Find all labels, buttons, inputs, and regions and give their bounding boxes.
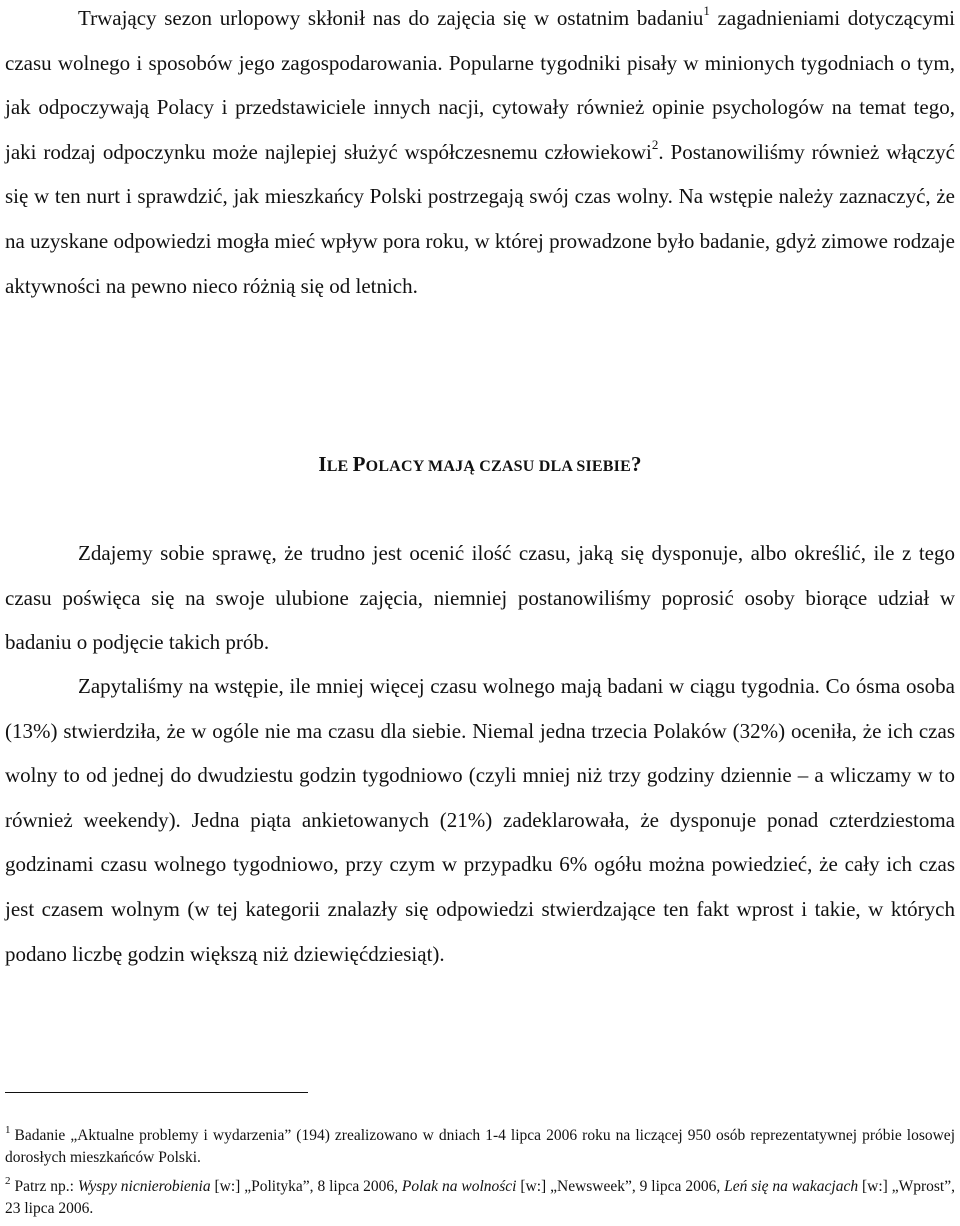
intro-paragraph bbox=[5, 0, 955, 308]
footnote-1 bbox=[5, 1125, 955, 1169]
footnote-1-number: 1 bbox=[5, 1123, 11, 1136]
body-paragraph-1: Zdajemy sobie sprawę, że trudno jest ocenić ilość czasu, jaką się dysponuje, albo określić, ile z tego czasu poświęca się na swoje ulubione zajęcia, niemniej postanowiliśmy poprosić osoby biorące udział w badaniu o podjęcie takich prób. bbox=[5, 541, 955, 655]
intro-text-3: . Postanowiliśmy również włączyć się w ten nurt i sprawdzić, jak mieszkańcy Polski postrzegają swój czas wolny. Na wstępie należy zaznaczyć, że na uzyskane odpowiedzi mogła mieć wpływ pora roku, w której prowadzone było badanie, gdyż zimowe rodzaje aktywności na pewno nieco różnią się od letnich. bbox=[5, 139, 955, 298]
footnote-1-text: Badanie „Aktualne problemy i wydarzenia” (194) zrealizowano w dniach 1-4 lipca 2006 roku na liczącej 950 osób reprezentatywnej próbie losowej dorosłych mieszkańców Polski. bbox=[5, 1127, 955, 1166]
footnote-separator bbox=[5, 1092, 308, 1093]
footnote-2-number: 2 bbox=[5, 1174, 11, 1187]
body-paragraph-2: Zapytaliśmy na wstępie, ile mniej więcej czasu wolnego mają badani w ciągu tygodnia. Co ósma osoba (13%) stwierdziła, że w ogóle nie ma czasu dla siebie. Niemal jedna trzecia Polaków (32%) oceniła, że ich czas wolny to od jednej do dwudziestu godzin tygodniowo (czyli mniej niż trzy godziny dziennie – a wliczamy w to również weekendy). Jedna piąta ankietowanych (21%) zadeklarowała, że dysponuje ponad czterdziestoma godzinami czasu wolnego tygodniowo, przy czym w przypadku 6% ogółu można powiedzieć, że cały ich czas jest czasem wolnym (w tej kategorii znalazły się odpowiedzi stwierdzające ten fakt wprost i takie, w których podano liczbę godzin większą niż dziewięćdziesiąt). bbox=[5, 674, 955, 966]
footnote-2-title-3: Leń się na wakacjach bbox=[724, 1178, 859, 1195]
intro-text-2: zagadnieniami dotyczącymi czasu wolnego i sposobów jego zagospodarowania. Popularne tygodniki pisały w minionych tygodniach o tym, jak odpoczywają Polacy i przedstawiciele innych nacji, cytowały również opinie psychologów na temat tego, jaki rodzaj odpoczynku może najlepiej służyć współczesnemu człowiekowi bbox=[5, 6, 955, 164]
footnote-2-text-a: Patrz np.: bbox=[14, 1178, 78, 1195]
footnote-2 bbox=[5, 1176, 955, 1220]
footnote-2-title-1: Wyspy nicnierobienia bbox=[77, 1178, 211, 1195]
footnote-ref-2[interactable]: 2 bbox=[651, 136, 659, 152]
intro-text-1: Trwający sezon urlopowy skłonił nas do zajęcia się w ostatnim badaniu bbox=[78, 6, 704, 30]
footnote-2-text-b: [w:] „Polityka”, 8 lipca 2006, bbox=[210, 1178, 402, 1195]
footnote-ref-1[interactable]: 1 bbox=[703, 3, 710, 18]
section-heading: ILE POLACY MAJĄ CZASU DLA SIEBIE? bbox=[318, 452, 642, 476]
footnote-2-text-c: [w:] „Newsweek”, 9 lipca 2006, bbox=[516, 1178, 725, 1195]
footnote-2-title-2: Polak na wolności bbox=[401, 1178, 517, 1195]
footnote-2-text-d: [w:] „Wprost”, 23 lipca 2006. bbox=[5, 1178, 955, 1217]
